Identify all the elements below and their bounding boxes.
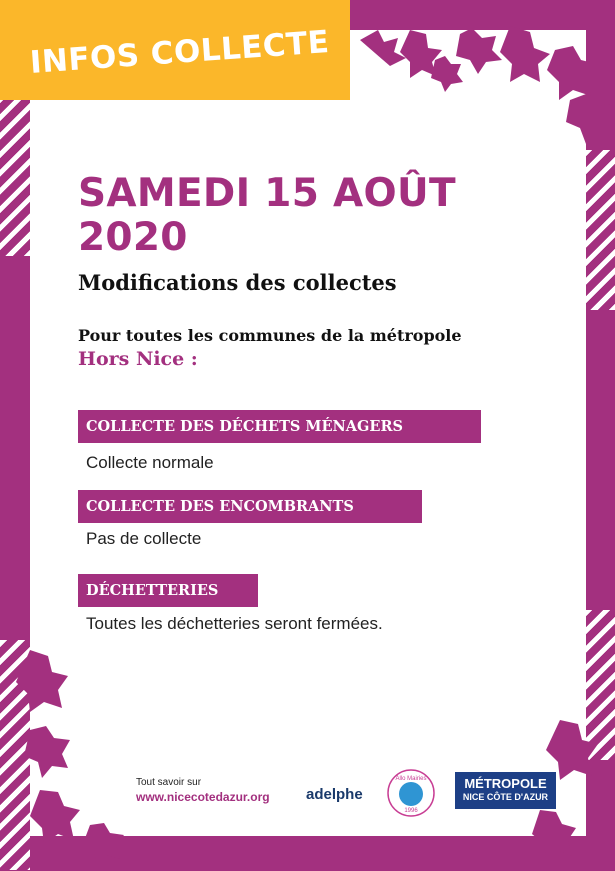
section-label-menagers: COLLECTE DES DÉCHETS MÉNAGERS <box>78 410 481 443</box>
metropole-logo-line1: MÉTROPOLE <box>464 776 547 791</box>
stripe-pattern-left-top <box>0 96 30 256</box>
section-text-encombrants: Pas de collecte <box>86 529 202 548</box>
stripe-pattern-right-top <box>585 150 615 310</box>
adelphe-logo: adelphe <box>306 786 363 803</box>
section-text-menagers: Collecte normale <box>86 453 214 472</box>
allo-logo-label: Allo Mairies <box>395 776 427 782</box>
allo-logo-year: 1996 <box>404 808 418 814</box>
metropole-logo <box>455 772 556 809</box>
scope-line: Pour toutes les communes de la métropole <box>78 326 462 345</box>
section-label-dechetteries: DÉCHETTERIES <box>78 574 258 607</box>
section-text-dechetteries: Toutes les déchetteries seront fermées. <box>86 614 383 633</box>
header-title: INFOS COLLECTE <box>28 24 331 81</box>
leaf-decoration-bottom-left <box>0 640 130 871</box>
footer-url-link[interactable]: www.nicecotedazur.org <box>136 790 270 804</box>
date-title <box>78 172 558 260</box>
date-line-2: 2020 <box>78 215 188 260</box>
metropole-logo-line2: NICE CÔTE D'AZUR <box>462 792 549 802</box>
page-subtitle: Modifications des collectes <box>78 270 397 295</box>
allo-mairies-logo <box>386 768 436 818</box>
leaf-decoration-top-right <box>340 20 615 150</box>
date-line-1: SAMEDI 15 AOÛT <box>78 171 456 216</box>
section-label-encombrants: COLLECTE DES ENCOMBRANTS <box>78 490 422 523</box>
scope-highlight: Hors Nice : <box>78 348 198 370</box>
footer-info-label: Tout savoir sur <box>136 777 202 788</box>
